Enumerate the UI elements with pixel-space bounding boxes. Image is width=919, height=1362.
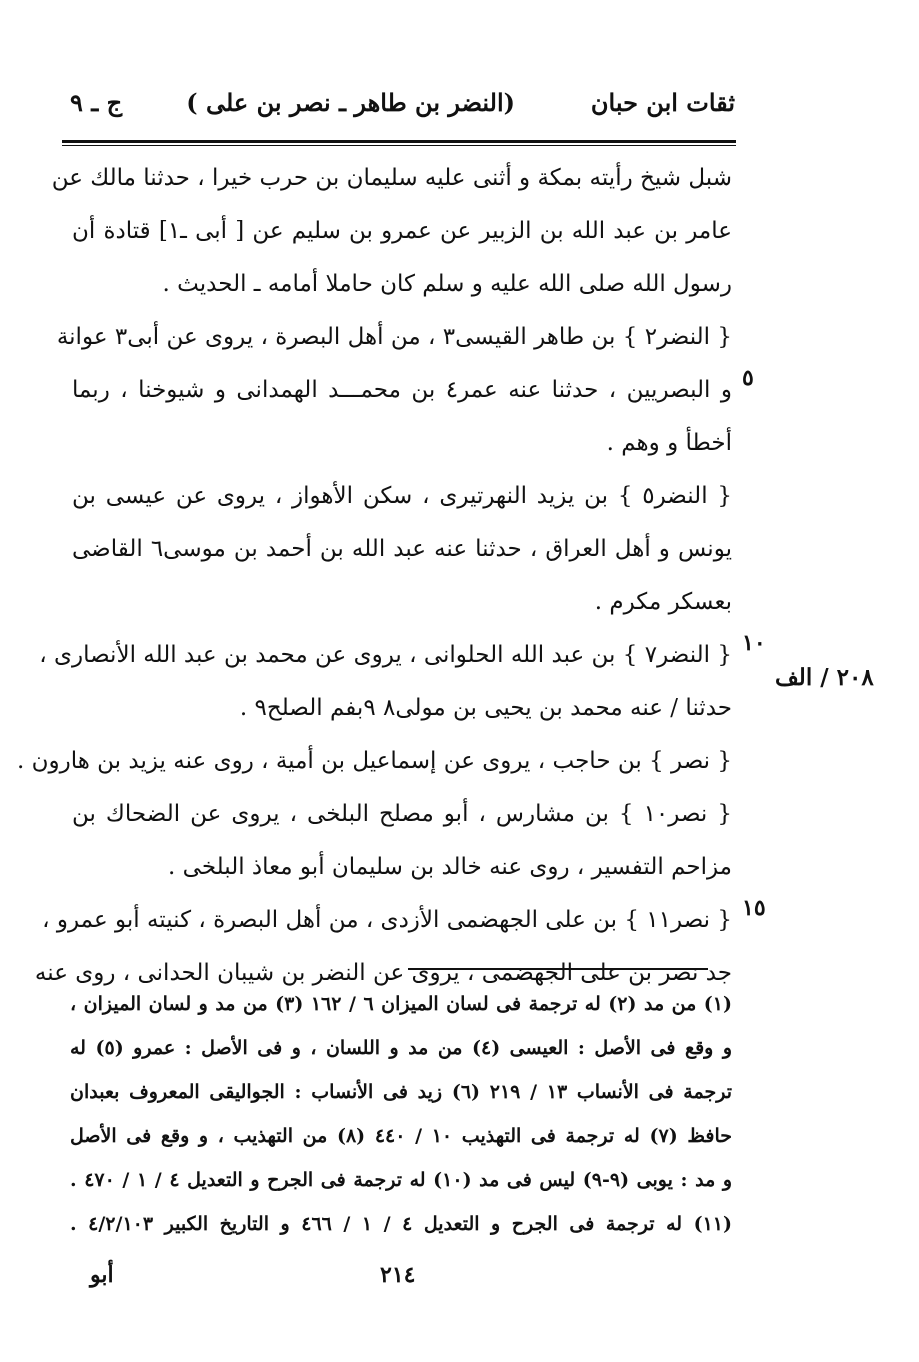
text-line: جد نصر بن على الجهضمى ، يروى عن النضر بن شيبان الحدانى ، روى عنه xyxy=(34,960,732,986)
footnote-line: و وقع فى الأصل : العيسى (٤) من مد و اللسان ، و فى الأصل : عمرو (٥) له xyxy=(70,1037,732,1059)
text-line: مزاحم التفسير ، روى عنه خالد بن سليمان أبو معاذ البلخى . xyxy=(168,854,732,880)
header-book-title: ثقات ابن حبان xyxy=(590,88,735,117)
text-line: أخطأ و وهم . xyxy=(606,430,732,456)
footnote-rule xyxy=(408,968,708,970)
footnote-line: حافظ (٧) له ترجمة فى التهذيب ١٠ / ٤٤٠ (٨) من التهذيب ، و وقع فى الأصل xyxy=(70,1125,733,1147)
text-line: بعسكر مكرم . xyxy=(594,589,732,615)
header-entry-range: (النضر بن طاهر ـ نصر بن على ) xyxy=(186,88,515,117)
footnotes xyxy=(70,982,732,1246)
text-line: { نصر١٠ } بن مشارس ، أبو مصلح البلخى ، يروى عن الضحاك بن xyxy=(72,801,732,827)
main-text xyxy=(17,152,733,1000)
running-header xyxy=(70,88,735,128)
text-line: { النضر٥ } بن يزيد النهرتيرى ، سكن الأهواز ، يروى عن عيسى بن xyxy=(72,483,733,509)
text-line: { نصر١١ } بن على الجهضمى الأزدى ، من أهل البصرة ، كنيته أبو عمرو ، xyxy=(42,907,732,933)
line-number-5: ٥ xyxy=(742,365,754,391)
text-line: شبل شيخ رأيته بمكة و أثنى عليه سليمان بن حرب خيرا ، حدثنا مالك عن xyxy=(51,165,732,191)
text-line: و البصريين ، حدثنا عنه عمر٤ بن محمـــد الهمدانى و شيوخنا ، ربما xyxy=(72,377,732,403)
text-line: { نصر } بن حاجب ، يروى عن إسماعيل بن أمية ، روى عنه يزيد بن هارون . xyxy=(17,748,732,774)
line-number-10: ١٠ xyxy=(742,630,766,656)
manuscript-folio-note: ٢٠٨ / الف xyxy=(775,664,874,691)
footnote-line: ترجمة فى الأنساب ١٣ / ٢١٩ (٦) زيد فى الأنساب : الجواليقى المعروف بعبدان xyxy=(70,1081,732,1103)
header-volume: ج ـ ٩ xyxy=(70,88,123,117)
header-rule-thin xyxy=(62,145,736,146)
text-line: { النضر٧ } بن عبد الله الحلوانى ، يروى عن محمد بن عبد الله الأنصارى ، xyxy=(39,642,732,668)
text-line: يونس و أهل العراق ، حدثنا عنه عبد الله بن أحمد بن موسى٦ القاضى xyxy=(72,536,732,562)
footnote-line: (١) من مد (٢) له ترجمة فى لسان الميزان ٦ / ١٦٢ (٣) من مد و لسان الميزان ، xyxy=(70,993,732,1015)
catchword: أبو xyxy=(90,1262,114,1288)
footnote-line: (١١) له ترجمة فى الجرح و التعديل ٤ / ١ / ٤٦٦ و التاريخ الكبير ٤/٢/١٠٣ . xyxy=(70,1213,733,1235)
text-line: حدثنا / عنه محمد بن يحيى بن مولى٨ ٩بفم الصلح٩ . xyxy=(239,695,732,721)
page-number: ٢١٤ xyxy=(380,1262,416,1288)
footnote-line: و مد : يوبى (٩-٩) ليس فى مد (١٠) له ترجمة فى الجرح و التعديل ٤ / ١ / ٤٧٠ . xyxy=(70,1169,733,1191)
line-number-15: ١٥ xyxy=(742,895,766,921)
text-line: عامر بن عبد الله بن الزبير عن عمرو بن سليم عن [ أبى ـ١] قتادة أن xyxy=(72,218,732,244)
header-rule xyxy=(62,140,736,143)
text-line: { النضر٢ } بن طاهر القيسى٣ ، من أهل البصرة ، يروى عن أبى٣ عوانة xyxy=(56,324,732,350)
text-line: رسول الله صلى الله عليه و سلم كان حاملا أمامه ـ الحديث . xyxy=(162,271,732,297)
